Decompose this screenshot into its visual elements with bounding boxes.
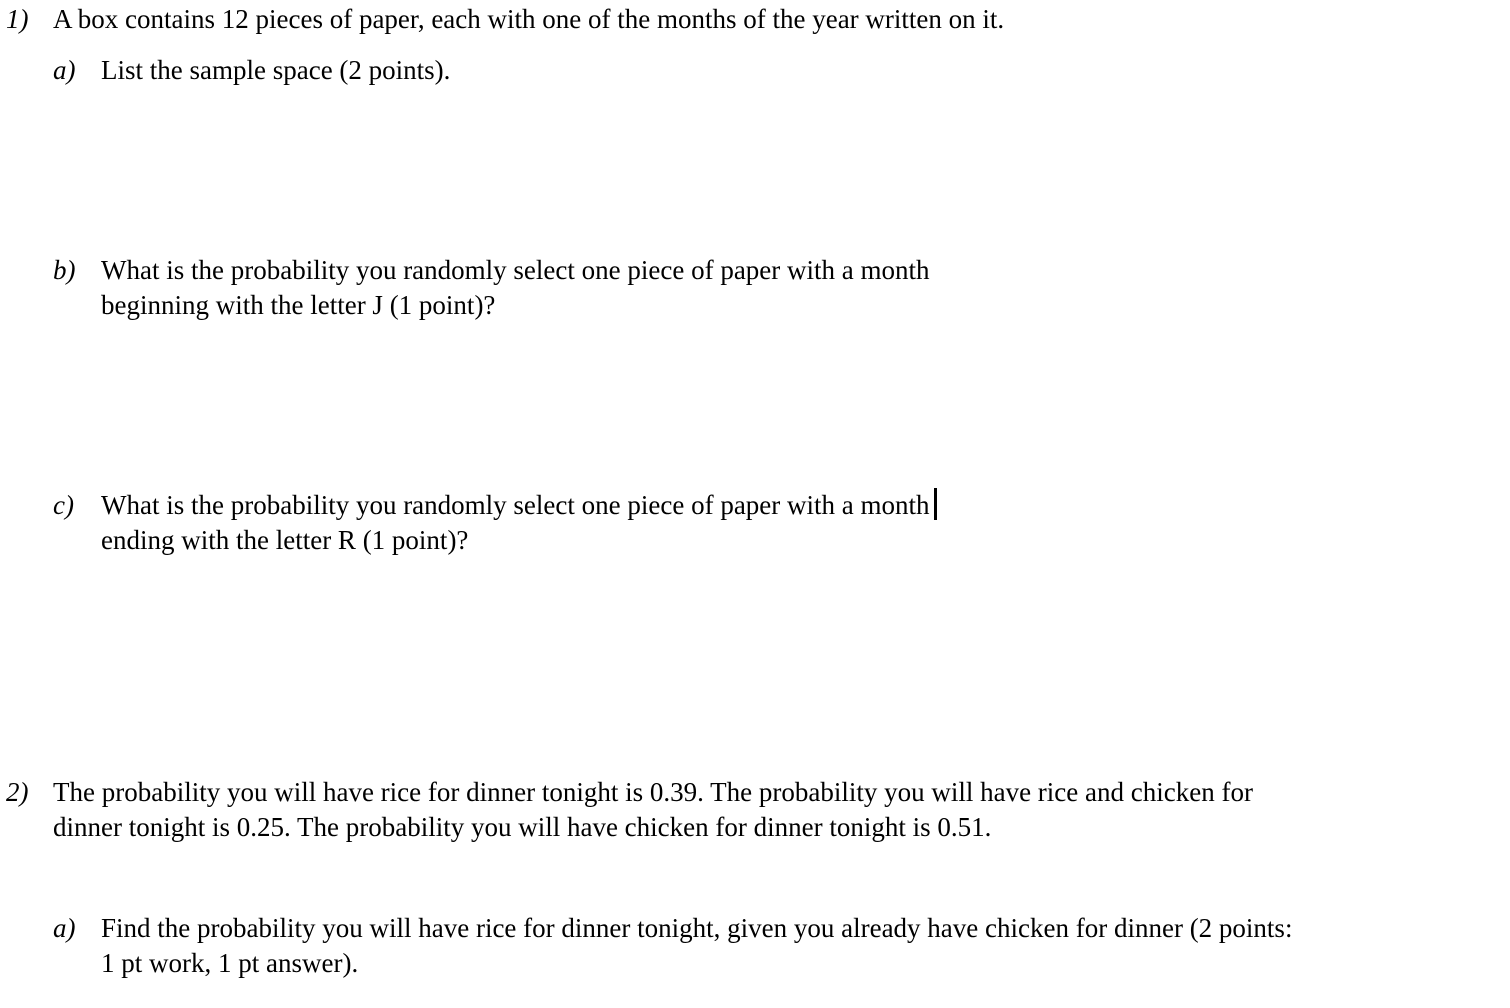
part-text-line: List the sample space (2 points). [101, 55, 451, 85]
part-text-line: beginning with the letter J (1 point)? [101, 290, 496, 320]
part-label: c) [53, 490, 74, 520]
question-text: A box contains 12 pieces of paper, each with one of the months of the year written on it. [53, 4, 1005, 34]
part-label: a) [53, 913, 76, 943]
text-cursor[interactable] [934, 488, 937, 520]
part-text-line: Find the probability you will have rice for dinner tonight, given you already have chicken for dinner (2 points: [101, 913, 1293, 943]
part-label: a) [53, 55, 76, 85]
part-text-line-with-cursor [101, 488, 937, 523]
part-text-line: ending with the letter R (1 point)? [101, 525, 469, 555]
question-number: 1) [6, 4, 29, 34]
part-label: b) [53, 255, 76, 285]
part-text-line: What is the probability you randomly select one piece of paper with a month [101, 255, 930, 285]
question-number: 2) [6, 777, 29, 807]
question-text-line: The probability you will have rice for dinner tonight is 0.39. The probability you will have rice and chicken for [53, 777, 1253, 807]
part-text-line: 1 pt work, 1 pt answer). [101, 948, 359, 978]
part-text-line: What is the probability you randomly select one piece of paper with a month [101, 490, 930, 520]
question-text-line: dinner tonight is 0.25. The probability you will have chicken for dinner tonight is 0.51. [53, 812, 992, 842]
